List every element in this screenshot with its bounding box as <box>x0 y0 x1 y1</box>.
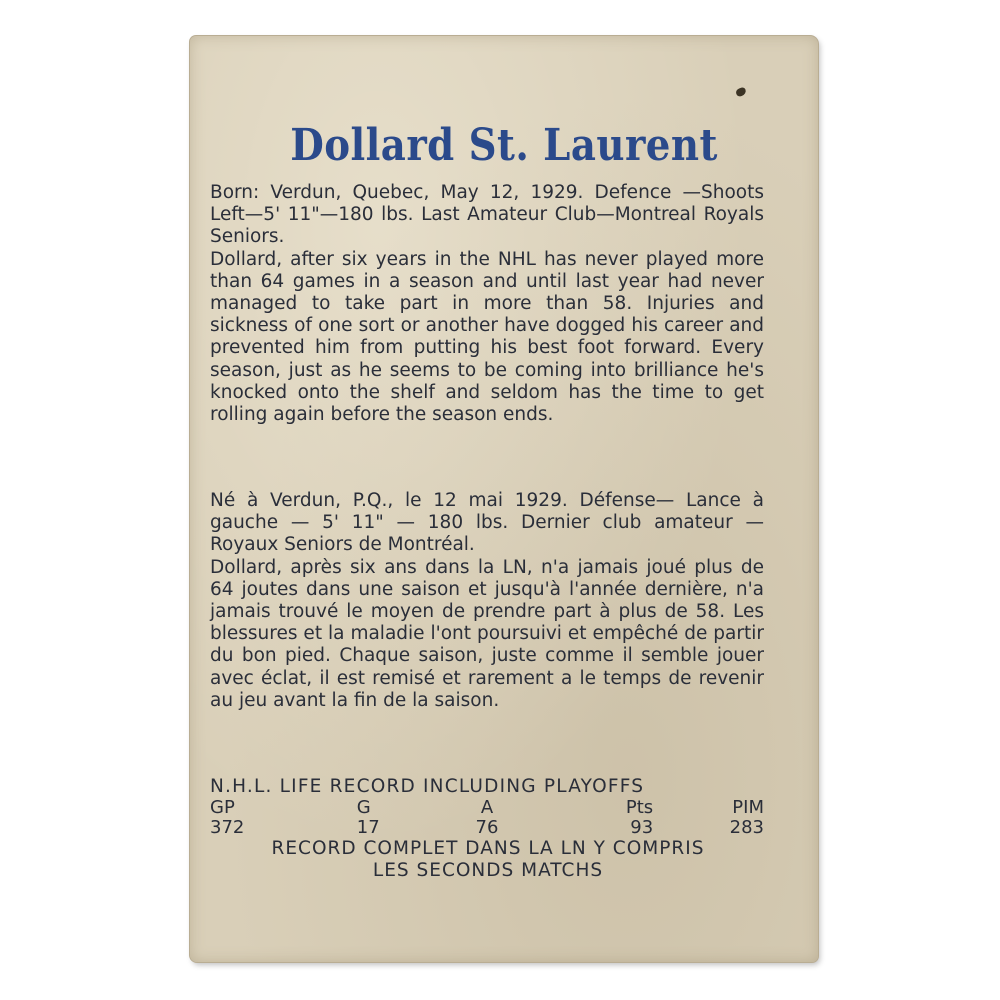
record-title-en: N.H.L. LIFE RECORD INCLUDING PLAYOFFS <box>210 776 645 797</box>
stat-value-pts: 93 <box>630 817 654 838</box>
record-title-fr-line1: RECORD COMPLET DANS LA LN Y COMPRIS <box>271 838 705 859</box>
bio-en-vitals: Born: Verdun, Quebec, May 12, 1929. Defence —Shoots Left—5' 11"—180 lbs. Last Amateur Club—Montreal Royals Seniors. <box>210 182 764 248</box>
stat-header-gp: GP <box>210 797 235 818</box>
stats-value-row <box>210 818 764 838</box>
ink-speck <box>735 87 747 98</box>
bio-english <box>210 182 764 426</box>
stat-header-g: G <box>356 797 371 818</box>
bio-en-paragraph: Dollard, after six years in the NHL has never played more than 64 games in a season and until last year had never managed to take part in more than 58. Injuries and sickness of one sort or another have dogged his career and prevented him from putting his best foot forward. Every season, just as he seems to be coming into brilliance he's knocked onto the shelf and seldom has the time to get rolling again before the season ends. <box>210 248 764 426</box>
record-title-fr-line2: LES SECONDS MATCHS <box>372 860 604 881</box>
bio-fr-paragraph: Dollard, après six ans dans la LN, n'a jamais joué plus de 64 joutes dans une saison et jusqu'à l'année dernière, n'a jamais trouvé le moyen de prendre part à plus de 58. Les blessures et la maladie l'ont poursuivi et empêché de partir du bon pied. Chaque saison, juste comme il semble jouer avec éclat, il est remisé et rarement a le temps de revenir au jeu avant la fin de la saison. <box>210 556 764 711</box>
hockey-card-back <box>190 36 818 962</box>
stat-header-a: A <box>480 797 494 818</box>
stat-header-pim: PIM <box>732 797 764 818</box>
bio-fr-vitals: Né à Verdun, P.Q., le 12 mai 1929. Défense— Lance à gauche — 5' 11" — 180 lbs. Dernier club amateur — Royaux Seniors de Montréal. <box>210 490 764 556</box>
stat-value-gp: 372 <box>210 817 245 838</box>
player-name: Dollard St. Laurent <box>290 120 718 171</box>
stat-value-a: 76 <box>475 817 499 838</box>
bio-french <box>210 490 764 712</box>
stats-header-row <box>210 798 764 818</box>
career-record <box>210 776 764 882</box>
stat-value-pim: 283 <box>729 817 764 838</box>
stat-value-g: 17 <box>356 817 380 838</box>
stat-header-pts: Pts <box>625 797 654 818</box>
